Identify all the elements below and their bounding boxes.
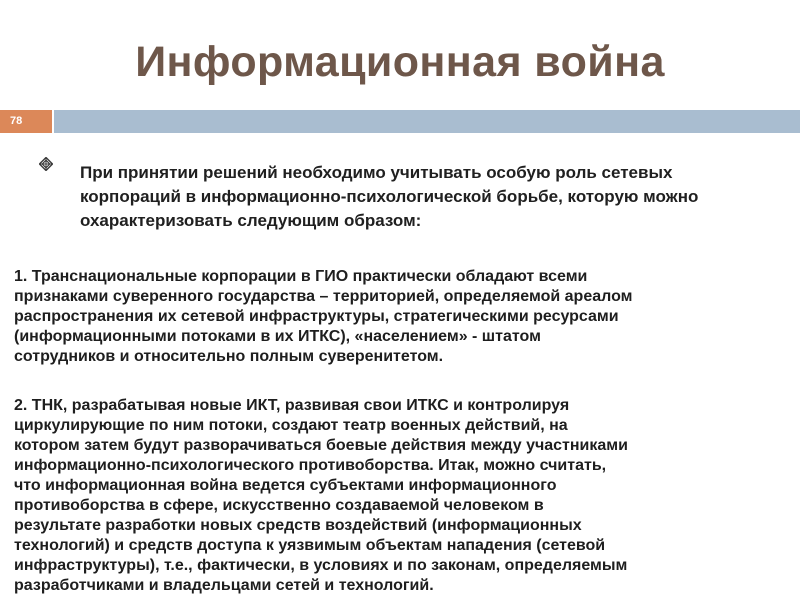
diamond-bullet-icon <box>39 157 53 171</box>
paragraph-1: 1. Транснациональные корпорации в ГИО практически обладают всеми признаками суверенного государства – территорией, определяемой ареалом распространения их сетевой инфраструктуры, стратегическими ресурсами (информационными потоками в их ИТКС), «населением» - штатом сотрудников и относительно полным суверенитетом. <box>14 268 633 365</box>
slide-title: Информационная война <box>135 38 665 86</box>
header-divider-bar <box>54 110 800 133</box>
page-number-bar <box>0 110 52 133</box>
page-number: 78 <box>10 115 23 127</box>
paragraph-2: 2. ТНК, разрабатывая новые ИКТ, развивая свои ИТКС и контролируя циркулирующие по ним потоки, создают театр военных действий, на котором затем будут разворачиваться боевые действия между участниками информационно-психологического противоборства. Итак, можно считать, что информационная война ведется субъектами информационного противоборства в сфере, искусственно создаваемой человеком в результате разработки новых средств воздействий (информационных технологий) и средств доступа к уязвимым объектам нападения (сетевой инфраструктуры), т.е., фактически, в условиях и по законам, определяемым разработчиками и владельцами сетей и технологий. <box>14 397 628 594</box>
bullet-text: При принятии решений необходимо учитывать особую роль сетевых корпораций в информационно-психологической борьбе, которую можно охарактеризовать следующим образом: <box>80 163 699 230</box>
